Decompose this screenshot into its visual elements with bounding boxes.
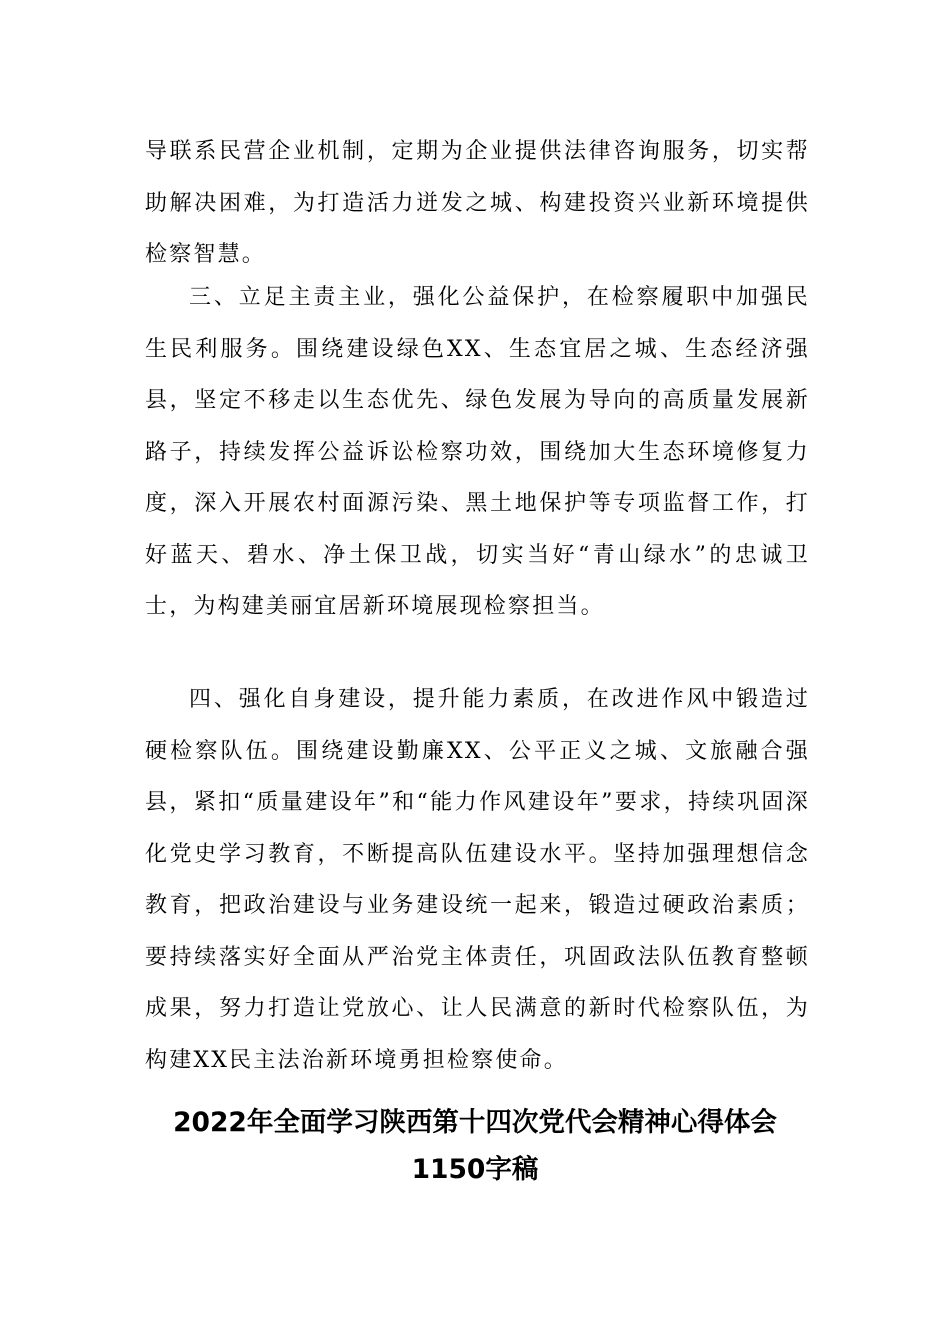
paragraph-section-four: 四、强化自身建设，提升能力素质，在改进作风中锻造过硬检察队伍。围绕建设勤廉XX、公平正义之城、文旅融合强县，紧扣“质量建设年”和“能力作风建设年”要求，持续巩固深化党史学习教育，不断提高队伍建设水平。坚持加强理想信念教育，把政治建设与业务建设统一起来，锻造过硬政治素质；要持续落实好全面从严治党主体责任，巩固政法队伍教育整顿成果，努力打造让党放心、让人民满意的新时代检察队伍，为构建XX民主法治新环境勇担检察使命。	[145, 687, 810, 1073]
paragraph-continuation: 导联系民营企业机制，定期为企业提供法律咨询服务，切实帮助解决困难，为打造活力迸发之城、构建投资兴业新环境提供检察智慧。	[145, 139, 810, 267]
document-title-line-1: 2022年全面学习陕西第十四次党代会精神心得体会	[173, 1107, 777, 1138]
document-title-line-2: 1150字稿	[411, 1154, 539, 1185]
paragraph-section-three: 三、立足主责主业，强化公益保护，在检察履职中加强民生民利服务。围绕建设绿色XX、生态宜居之城、生态经济强县，坚定不移走以生态优先、绿色发展为导向的高质量发展新路子，持续发挥公益诉讼检察功效，围绕加大生态环境修复力度，深入开展农村面源污染、黑土地保护等专项监督工作，打好蓝天、碧水、净土保卫战，切实当好“青山绿水”的忠诚卫士，为构建美丽宜居新环境展现检察担当。	[145, 285, 810, 619]
